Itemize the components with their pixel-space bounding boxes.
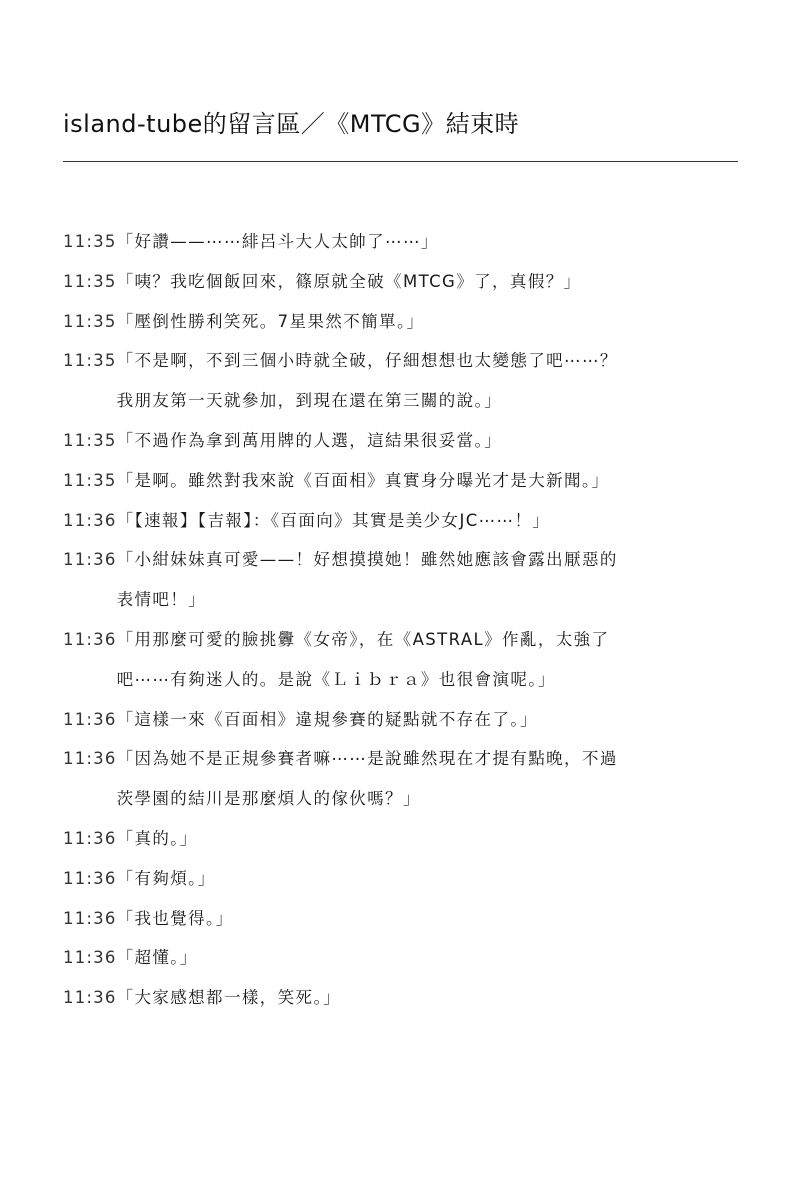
comment-text xyxy=(117,341,722,421)
comment-text xyxy=(117,222,722,262)
comment-text-line: 「【速報】【吉報】：《百面向》其實是美少女JC⋯⋯！」 xyxy=(116,510,551,530)
comment-text-continuation: 茨學園的結川是那麼煩人的傢伙嗎？」 xyxy=(116,789,421,809)
comment-item xyxy=(63,501,743,541)
comment-text-line: 「壓倒性勝利笑死。7星果然不簡單。」 xyxy=(116,311,425,331)
comment-item xyxy=(63,302,743,342)
comment-timestamp: 11:36 xyxy=(63,948,117,968)
comment-timestamp: 11:35 xyxy=(63,311,117,331)
comment-timestamp: 11:35 xyxy=(63,430,117,450)
comment-item xyxy=(63,540,743,620)
comment-text xyxy=(117,859,722,899)
comment-text xyxy=(117,540,722,620)
comment-timestamp: 11:36 xyxy=(63,749,117,769)
comment-item xyxy=(63,262,743,302)
comment-item xyxy=(63,978,743,1018)
comment-item xyxy=(63,739,743,819)
comment-timestamp: 11:35 xyxy=(63,470,117,490)
comment-timestamp: 11:36 xyxy=(63,550,117,570)
comment-text-continuation: 表情吧！」 xyxy=(116,590,207,610)
comment-text-line: 「真的。」 xyxy=(116,828,198,848)
comment-item xyxy=(63,819,743,859)
comment-text xyxy=(117,461,722,501)
comment-text-line: 「超懂。」 xyxy=(116,948,198,968)
comment-item xyxy=(63,222,743,262)
comment-text-line: 「有夠煩。」 xyxy=(116,868,216,888)
comment-list xyxy=(63,222,743,1018)
comment-text-continuation: 我朋友第一天就參加，到現在還在第三關的說。」 xyxy=(116,391,503,411)
comment-text xyxy=(117,421,722,461)
comment-item xyxy=(63,859,743,899)
comment-timestamp: 11:36 xyxy=(63,709,117,729)
comment-text xyxy=(117,501,722,541)
comment-timestamp: 11:36 xyxy=(63,510,117,530)
comment-timestamp: 11:35 xyxy=(63,232,117,251)
comment-text-continuation: 吧⋯⋯有夠迷人的。是說《Ｌｉｂｒａ》也很會演呢。」 xyxy=(116,669,556,689)
comment-text-line: 「這樣一來《百面相》違規參賽的疑點就不存在了。」 xyxy=(116,709,538,729)
comment-text-line: 「我也覺得。」 xyxy=(116,908,234,928)
comment-item xyxy=(63,341,743,421)
comment-timestamp: 11:36 xyxy=(63,868,117,888)
comment-timestamp: 11:35 xyxy=(63,271,117,291)
comment-text xyxy=(117,700,722,740)
comment-text xyxy=(117,262,722,302)
comment-text xyxy=(117,302,722,342)
comment-timestamp: 11:36 xyxy=(63,828,117,848)
title-divider xyxy=(63,161,738,162)
page-title: island-tube的留言區／《MTCG》結束時 xyxy=(63,110,520,138)
comment-text xyxy=(117,620,722,700)
comment-text-line: 「不是啊，不到三個小時就全破，仔細想想也太變態了吧⋯⋯？ xyxy=(116,351,618,371)
comment-text-line: 「大家感想都一樣，笑死。」 xyxy=(116,988,342,1008)
comment-item xyxy=(63,700,743,740)
comment-text-line: 「不過作為拿到萬用牌的人選，這結果很妥當。」 xyxy=(116,430,503,450)
comment-text-line: 「小紺妹妹真可愛——！好想摸摸她！雖然她應該會露出厭惡的 xyxy=(116,550,618,570)
comment-item xyxy=(63,938,743,978)
comment-text-line: 「好讚——⋯⋯緋呂斗大人太帥了⋯⋯」 xyxy=(116,232,439,251)
comment-text-line: 「用那麼可愛的臉挑釁《女帝》，在《ASTRAL》作亂，太強了 xyxy=(116,629,610,649)
comment-item xyxy=(63,899,743,939)
comment-text xyxy=(117,819,722,859)
comment-item xyxy=(63,620,743,700)
comment-timestamp: 11:36 xyxy=(63,908,117,928)
comment-text xyxy=(117,899,722,939)
comment-text xyxy=(117,938,722,978)
comment-item xyxy=(63,461,743,501)
comment-text xyxy=(117,739,722,819)
comment-text xyxy=(117,978,722,1018)
comment-item xyxy=(63,421,743,461)
comment-text-line: 「咦？我吃個飯回來，篠原就全破《MTCG》了，真假？」 xyxy=(116,271,582,291)
comment-timestamp: 11:36 xyxy=(63,629,117,649)
comment-timestamp: 11:36 xyxy=(63,988,117,1008)
comment-text-line: 「因為她不是正規參賽者嘛⋯⋯是說雖然現在才提有點晚，不過 xyxy=(116,749,618,769)
comment-text-line: 「是啊。雖然對我來說《百面相》真實身分曝光才是大新聞。」 xyxy=(116,470,610,490)
comment-timestamp: 11:35 xyxy=(63,351,117,371)
